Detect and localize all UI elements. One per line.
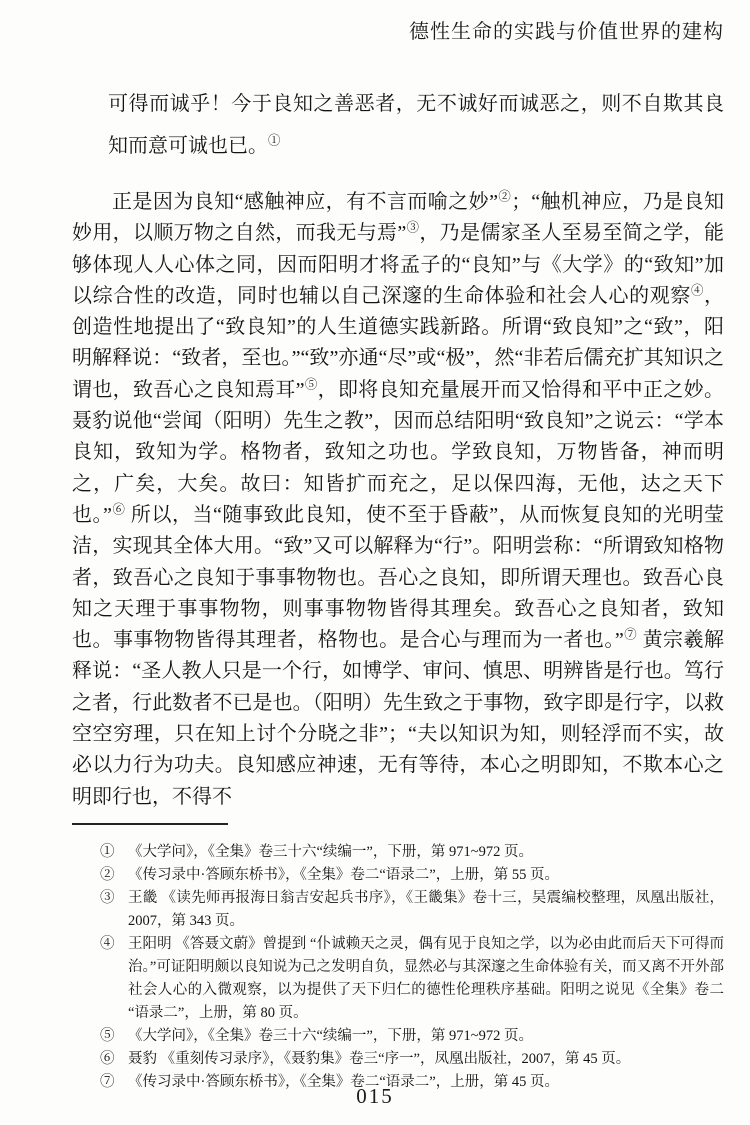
footnote-list xyxy=(100,841,724,1094)
footnote-item xyxy=(100,887,724,933)
footnote-ref: ⑦ xyxy=(623,627,638,642)
footnote-marker: ④ xyxy=(100,935,115,952)
footnote-marker: ② xyxy=(100,866,115,883)
footnote-item xyxy=(100,841,724,864)
running-head-title: 德性生命的实践与价值世界的建构 xyxy=(409,21,724,43)
footnote-ref: ④ xyxy=(690,283,705,298)
footnote-ref: ③ xyxy=(406,220,420,235)
footnote-ref: ⑥ xyxy=(111,502,126,517)
footnote-marker: ③ xyxy=(100,889,115,906)
footnote-marker: ⑦ xyxy=(100,1073,115,1090)
footnote-text: 聂豹 《重刻传习录序》，《聂豹集》卷三“序一”，凤凰出版社，2007，第 45 页。 xyxy=(128,1050,631,1067)
footnote-text: 《传习录中·答顾东桥书》，《全集》卷二“语录二”，上册，第 45 页。 xyxy=(128,1073,559,1090)
page-number: 015 xyxy=(356,1084,394,1108)
footnote-item xyxy=(100,933,724,1025)
footnote-text: 《大学问》，《全集》卷三十六“续编一”，下册，第 971~972 页。 xyxy=(128,843,533,860)
footnote-item xyxy=(100,1048,724,1071)
footnote-item xyxy=(100,1025,724,1048)
footnote-marker: ⑥ xyxy=(100,1050,115,1067)
footnote-text: 王阳明 《答聂文蔚》曾提到 “仆诚赖天之灵，偶有见于良知之学，以为必由此而后天下可得而治。”可证阳明颇以良知说为己之发明自负，显然必与其深邃之生命体验有关，而又离不开外部社会人心的入微观察，以为提供了天下归仁的德性伦理秩序基础。阳明之说见《全集》卷二“语录二”，上册，第 80 页。 xyxy=(128,935,724,1021)
footnote-text: 《传习录中·答顾东桥书》，《全集》卷二“语录二”，上册，第 55 页。 xyxy=(128,866,559,883)
footnote-text: 王畿 《读先师再报海日翁吉安起兵书序》，《王畿集》卷十三，吴震编校整理，凤凰出版社，2007，第 343 页。 xyxy=(128,889,724,929)
footnote-ref: ② xyxy=(497,189,512,204)
block-quote xyxy=(108,83,724,167)
footnote-marker: ⑤ xyxy=(100,1027,115,1044)
footnote-ref: ① xyxy=(268,133,281,148)
footnote-item xyxy=(100,864,724,887)
paragraph-text: 正是因为良知“感触神应，有不言而喻之妙”②；“触机神应，乃是良知妙用，以顺万物之自然，而我无与焉”③，乃是儒家圣人至易至简之学，能够体现人人心体之同，因而阳明才将孟子的“良知”与《大学》的“致知”加以综合性的改造，同时也辅以自己深邃的生命体验和社会人心的观察④，创造性地提出了“致良知”的人生道德实践新路。所谓“致良知”之“致”，阳明解释说：“致者，至也。”“致”亦通“尽”或“极”，然“非若后儒充扩其知识之谓也，致吾心之良知焉耳”⑤，即将良知充量展开而又恰得和平中正之妙。聂豹说他“尝闻（阳明）先生之教”，因而总结阳明“致良知”之说云：“学本良知，致知为学。格物者，致知之功也。学致良知，万物皆备，神而明之，广矣，大矣。故曰：知皆扩而充之，足以保四海，无他，达之天下也。”⑥ 所以，当“随事致此良知，使不至于昏蔽”，从而恢复良知的光明莹洁，实现其全体大用。“致”又可以解释为“行”。阳明尝称：“所谓致知格物者，致吾心之良知于事事物物也。吾心之良知，即所谓天理也。致吾心良知之天理于事事物物，则事事物物皆得其理矣。致吾心之良知者，致知也。事事物物皆得其理者，格物也。是合心与理而为一者也。”⑦ 黄宗羲解释说：“圣人教人只是一个行，如博学、审问、慎思、明辨皆是行也。笃行之者，行此数者不已是也。（阳明）先生致之于事物，致字即是行字，以救空空穷理，只在知上讨个分晓之非”；“夫以知识为知，则轻浮而不实，故必以力行为功夫。良知感应神速，无有等待，本心之明即知，不欺本心之明即行也，不得不 xyxy=(72,189,725,808)
footnote-text: 《大学问》，《全集》卷三十六“续编一”，下册，第 971~972 页。 xyxy=(128,1027,533,1044)
quote-text: 可得而诚乎！今于良知之善恶者，无不诚好而诚恶之，则不自欺其良知而意可诚也已。① xyxy=(108,93,724,157)
footnote-ref: ⑤ xyxy=(304,377,318,392)
main-text xyxy=(72,187,724,813)
footnote-separator xyxy=(72,823,228,825)
running-head xyxy=(72,18,724,46)
footnote-marker: ① xyxy=(100,843,115,860)
